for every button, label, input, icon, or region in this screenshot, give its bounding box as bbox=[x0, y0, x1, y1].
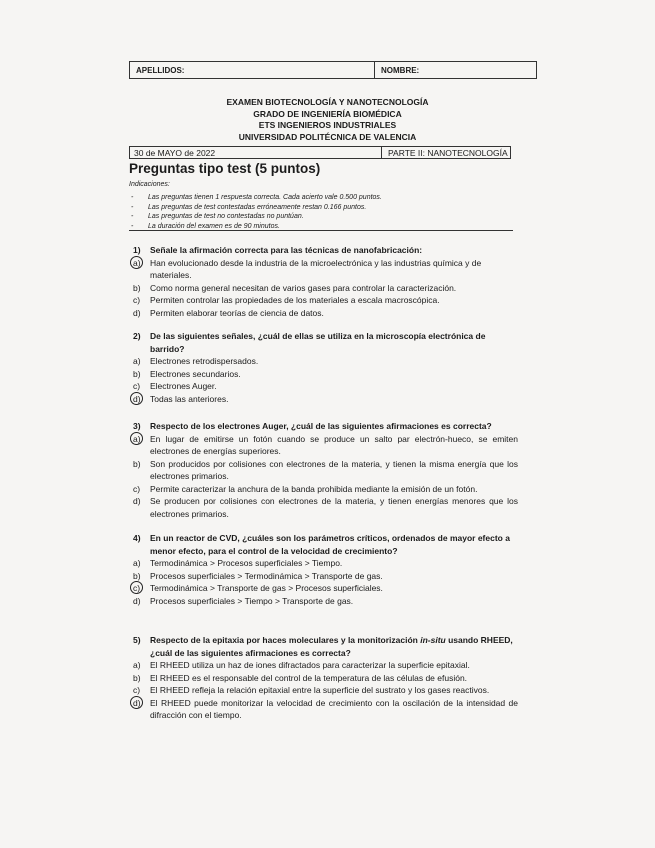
answer-option[interactable]: b) Electrones secundarios. bbox=[133, 368, 241, 379]
indicaciones-list bbox=[131, 193, 382, 231]
answer-option[interactable]: c) Permite caracterizar la anchura de la banda prohibida mediante la emisión de un fotón. bbox=[133, 483, 478, 494]
date-part-box bbox=[129, 146, 511, 159]
divider bbox=[129, 230, 513, 231]
question-number: 3) bbox=[133, 421, 141, 431]
answer-option[interactable]: a) Electrones retrodispersados. bbox=[133, 356, 259, 366]
apellidos-field[interactable] bbox=[130, 62, 375, 78]
answer-option[interactable]: d) Procesos superficiales > Tiempo > Transporte de gas. bbox=[133, 595, 354, 606]
question-5 bbox=[133, 634, 518, 722]
question-4 bbox=[133, 532, 518, 607]
indicaciones-label: Indicaciones: bbox=[129, 181, 170, 188]
nombre-label: NOMBRE: bbox=[381, 65, 420, 75]
question-number: 5) bbox=[133, 635, 141, 645]
answer-mark-circle bbox=[130, 392, 143, 405]
answer-option[interactable]: a) Termodinámica > Procesos superficiales > Tiempo. bbox=[133, 558, 343, 568]
indicacion-item: - Las preguntas tienen 1 respuesta correcta. Cada acierto vale 0.500 puntos. bbox=[131, 194, 382, 201]
answer-mark-circle bbox=[130, 581, 143, 594]
answer-mark-circle bbox=[130, 256, 143, 269]
answer-option[interactable]: c) Permiten controlar las propiedades de los materiales a escala macroscópica. bbox=[133, 295, 440, 305]
answer-option[interactable]: d) Permiten elaborar teorías de ciencia de datos. bbox=[133, 307, 324, 318]
answer-mark-circle bbox=[130, 696, 143, 709]
answer-option[interactable]: a) Han evolucionado desde la industria de la microelectrónica y las industrias química y de materiales. bbox=[133, 257, 518, 282]
exam-date: 30 de MAYO de 2022 bbox=[130, 147, 382, 158]
answer-option[interactable]: c) Electrones Auger. bbox=[133, 381, 217, 391]
question-1 bbox=[133, 244, 518, 319]
apellidos-label: APELLIDOS: bbox=[136, 65, 185, 75]
exam-header bbox=[0, 97, 655, 143]
answer-option[interactable]: b) Procesos superficiales > Termodinámica > Transporte de gas. bbox=[133, 570, 383, 581]
header-line-3: ETS INGENIEROS INDUSTRIALES bbox=[258, 120, 397, 130]
answer-option[interactable]: d) Todas las anteriores. bbox=[133, 393, 518, 406]
question-number: 1) bbox=[133, 245, 141, 255]
nombre-field[interactable] bbox=[375, 62, 536, 78]
answer-mark-circle bbox=[130, 432, 143, 445]
exam-part: PARTE II: NANOTECNOLOGÍA bbox=[388, 147, 508, 158]
answer-option[interactable]: a) En lugar de emitirse un fotón cuando se produce un salto par electrón-hueco, se emiten electrones de energías superiores. bbox=[133, 433, 518, 458]
question-text: Respecto de la epitaxia por haces moleculares y la monitorización in-situ usando RHEED, ¿cuál de las siguientes afirmaciones es correcta? bbox=[150, 635, 513, 658]
answer-option[interactable]: c) El RHEED refleja la relación epitaxial entre la superficie del sustrato y los gases reactivos. bbox=[133, 685, 490, 695]
answer-option[interactable]: d) El RHEED puede monitorizar la velocidad de crecimiento con la oscilación de la intensidad de difracción con el tiempo. bbox=[133, 697, 518, 722]
answer-option[interactable]: c) Termodinámica > Transporte de gas > Procesos superficiales. bbox=[133, 582, 518, 595]
answer-option[interactable]: b) El RHEED es el responsable del control de la temperatura de las células de efusión. bbox=[133, 672, 468, 683]
header-line-1: EXAMEN BIOTECNOLOGÍA Y NANOTECNOLOGÍA bbox=[226, 97, 429, 107]
question-3 bbox=[133, 420, 518, 520]
indicacion-item: - Las preguntas de test contestadas erróneamente restan 0.166 puntos. bbox=[131, 203, 367, 211]
question-text: En un reactor de CVD, ¿cuáles son los parámetros críticos, ordenados de mayor efecto a menor efecto, para el control de la velocidad de crecimiento? bbox=[150, 533, 510, 556]
header-line-2: GRADO DE INGENIERÍA BIOMÉDICA bbox=[253, 108, 402, 119]
answer-option[interactable]: d) Se producen por colisiones con electrones de la materia, y tienen energías menores que los electrones primarios. bbox=[133, 496, 518, 519]
question-number: 2) bbox=[133, 331, 141, 341]
answer-option[interactable]: a) El RHEED utiliza un haz de iones difractados para caracterizar la superficie epitaxial. bbox=[133, 660, 470, 670]
indicacion-item: - Las preguntas de test no contestadas no puntúan. bbox=[131, 213, 304, 220]
answer-option[interactable]: b) Como norma general necesitan de varios gases para controlar la caracterización. bbox=[133, 282, 457, 293]
answer-option[interactable]: b) Son producidos por colisiones con electrones de la materia, y tienen la misma energía que los electrones primarios. bbox=[133, 458, 518, 481]
question-2 bbox=[133, 330, 518, 405]
section-title: Preguntas tipo test (5 puntos) bbox=[129, 161, 321, 176]
question-text: De las siguientes señales, ¿cuál de ellas se utiliza en la microscopía electrónica de barrido? bbox=[150, 331, 486, 354]
name-fields-box bbox=[129, 61, 537, 79]
question-text: Señale la afirmación correcta para las técnicas de nanofabricación: bbox=[150, 245, 423, 255]
indicacion-item: - La duración del examen es de 90 minutos. bbox=[131, 222, 280, 230]
question-number: 4) bbox=[133, 533, 141, 543]
question-text: Respecto de los electrones Auger, ¿cuál de las siguientes afirmaciones es correcta? bbox=[150, 421, 492, 431]
header-line-4: UNIVERSIDAD POLITÉCNICA DE VALENCIA bbox=[238, 131, 417, 142]
